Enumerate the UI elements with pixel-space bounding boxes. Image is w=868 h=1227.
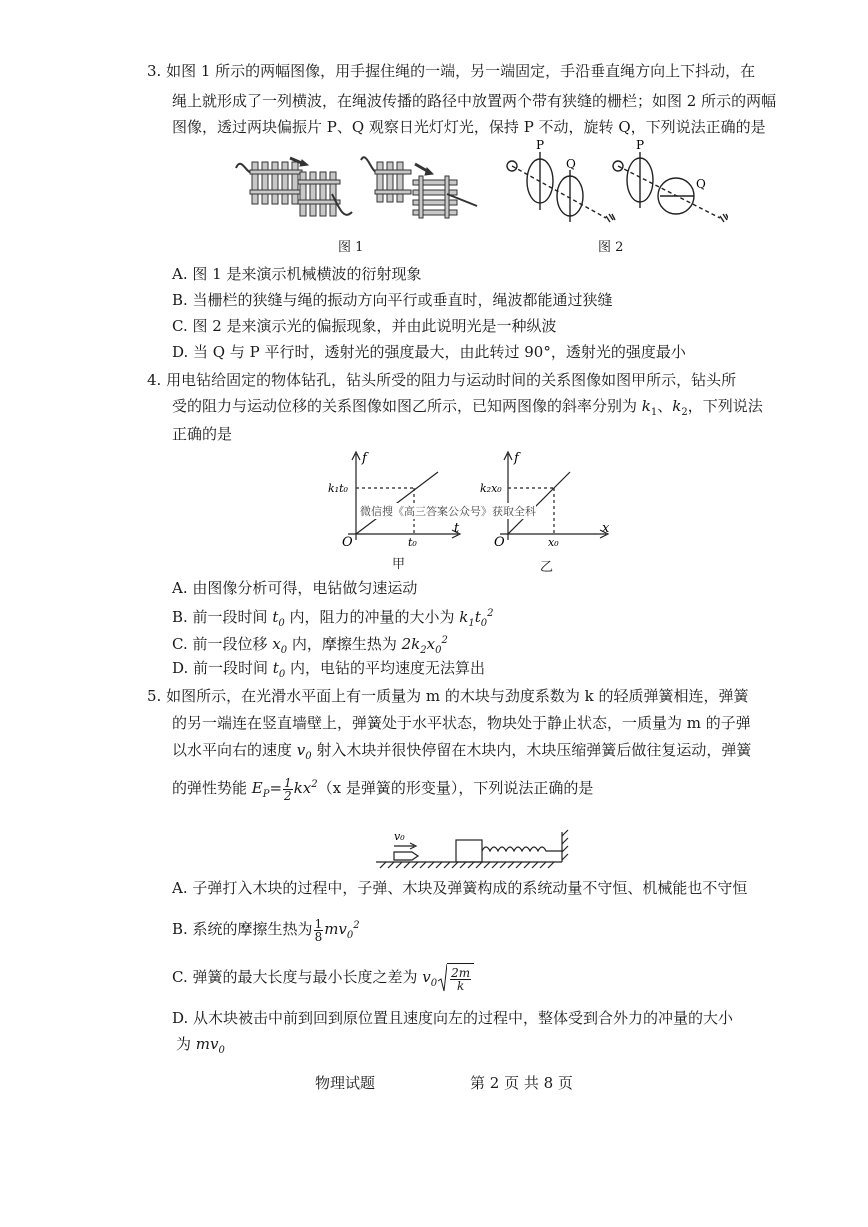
q5-option-d-line-1: D. 从木块被击中前到回到原位置且速度向左的过程中，整体受到合外力的冲量的大小 <box>172 1009 734 1027</box>
q4-graph-b-caption: 乙 <box>540 560 554 575</box>
formula-k1t0sq: $k_1t_0^2$ <box>459 608 494 629</box>
graph-a-y-value: k₁t₀ <box>328 482 348 495</box>
q5-option-b-text: B. 系统的摩擦生热为 <box>172 920 313 938</box>
q5-option-c <box>172 962 474 999</box>
graph-b-x-label: x <box>602 521 610 536</box>
v0-symbol: $v_0$ <box>296 741 312 762</box>
q5-line-3-end: 射入木块并很快停留在木块内，木块压缩弹簧后做往复运动，弹簧 <box>311 741 752 759</box>
q4-option-b <box>172 604 494 634</box>
q4-graph-b <box>478 448 618 548</box>
q5-option-d-line-2-text: 为 <box>176 1035 196 1053</box>
q5-line-3 <box>172 740 751 767</box>
q3-line-3: 图像，透过两块偏振片 P、Q 观察日光灯灯光，保持 P 不动，旋转 Q，下列说法正确的是 <box>172 118 766 136</box>
q4-option-c-mid: 内，摩擦生热为 <box>287 635 402 653</box>
watermark: 微信搜《高三答案公众号》获取全科 <box>360 505 536 518</box>
q5-spring-figure <box>372 826 572 872</box>
q4-line-3: 正确的是 <box>172 425 233 443</box>
k-separator: 、 <box>657 397 673 415</box>
q5-line-1: 5. 如图所示，在光滑水平面上有一质量为 m 的木块与劲度系数为 k 的轻质弹簧相连，弹簧 <box>147 687 749 705</box>
q3-label-p-left: P <box>536 138 545 152</box>
q3-option-d: D. 当 Q 与 P 平行时，透射光的强度最大，由此转过 90°，透射光的强度最小 <box>172 343 686 361</box>
footer-subject: 物理试题 <box>315 1074 376 1092</box>
q3-figure-2-caption: 图 2 <box>598 240 624 255</box>
q3-option-c: C. 图 2 是来演示光的偏振现象，并由此说明光是一种纵波 <box>172 317 557 335</box>
k2-symbol: k <box>672 397 682 415</box>
q5-line-4-text: 的弹性势能 <box>172 779 252 797</box>
graph-a-y-label: f <box>362 451 367 466</box>
q4-line-1: 4. 用电钻给固定的物体钻孔，钻头所受的阻力与运动时间的关系图像如图甲所示，钻头所 <box>147 371 737 389</box>
q3-label-q-right: Q <box>696 177 706 191</box>
t0-symbol-d: $t_0$ <box>272 659 286 680</box>
q4-line-2-end: ，下列说法 <box>687 397 763 415</box>
q5-line-4-end: （x 是弹簧的形变量），下列说法正确的是 <box>317 779 594 797</box>
graph-b-x-value: x₀ <box>548 536 559 548</box>
q4-line-2 <box>172 396 763 423</box>
graph-b-origin: O <box>494 535 505 548</box>
graph-b-y-label: f <box>514 451 519 466</box>
q4-option-a: A. 由图像分析可得，电钻做匀速运动 <box>172 579 418 597</box>
q4-option-c <box>172 631 448 661</box>
q3-option-b: B. 当栅栏的狭缝与绳的振动方向平行或垂直时，绳波都能通过狭缝 <box>172 291 613 309</box>
q3-figure-2 <box>498 138 728 230</box>
q3-line-1: 3. 如图 1 所示的两幅图像，用手握住绳的一端，另一端固定，手沿垂直绳方向上下抖动，在 <box>147 62 756 80</box>
graph-a-x-value: t₀ <box>408 536 417 548</box>
q5-option-a: A. 子弹打入木块的过程中，子弹、木块及弹簧构成的系统动量不守恒、机械能也不守恒 <box>172 879 748 897</box>
q4-option-b-text: B. 前一段时间 <box>172 608 273 626</box>
formula-2k2x0sq: $2k_2x_0^2$ <box>401 635 448 656</box>
q4-option-c-text: C. 前一段位移 <box>172 635 273 653</box>
graph-b-y-value: k₂x₀ <box>480 482 502 495</box>
footer-page-number: 第 2 页 共 8 页 <box>470 1074 573 1092</box>
t0-symbol: $t_0$ <box>272 608 285 629</box>
q4-option-d <box>172 658 485 685</box>
q4-graph-a <box>326 448 476 548</box>
q5-option-b: B. 系统的摩擦生热为 $\frac{1}{8}$ $mv_0^2$ <box>172 916 360 944</box>
q4-graph-a-caption: 甲 <box>392 557 406 572</box>
graph-a-origin: O <box>342 535 353 548</box>
x0-symbol: $x_0$ <box>272 635 288 656</box>
q5-line-4 <box>172 772 593 808</box>
q3-figure-1-caption: 图 1 <box>338 240 364 255</box>
formula-mv0: $mv_0$ <box>195 1035 225 1056</box>
formula-mv0sq: $mv_0^2$ <box>324 920 360 941</box>
k1-symbol: k <box>641 397 651 415</box>
k2-subscript: 2 <box>681 407 688 418</box>
q5-line-2: 的另一端连在竖直墙壁上，弹簧处于水平状态，物块处于静止状态，一质量为 m 的子弹 <box>172 714 751 732</box>
graph-a-x-label: t <box>454 521 460 536</box>
q4-option-d-end: 内，电钻的平均速度无法算出 <box>285 659 485 677</box>
q3-line-2: 绳上就形成了一列横波，在绳波传播的路径中放置两个带有狭缝的栅栏；如图 2 所示的两幅 <box>172 92 777 110</box>
q4-line-2-text: 受的阻力与运动位移的关系图像如图乙所示，已知两图像的斜率分别为 <box>172 397 642 415</box>
q5-option-d-line-2 <box>176 1034 225 1061</box>
q3-option-a: A. 图 1 是来演示机械横波的衍射现象 <box>172 265 422 283</box>
q4-option-b-mid: 内，阻力的冲量的大小为 <box>284 608 460 626</box>
q4-option-d-text: D. 前一段时间 <box>172 659 273 677</box>
q3-figure-1 <box>232 150 482 222</box>
q3-label-p-right: P <box>636 138 645 152</box>
k1-subscript: 1 <box>650 407 658 418</box>
sqrt-2m-over-k: $\frac{2m}{k}$ <box>437 963 474 994</box>
q5-option-c-text: C. 弹簧的最大长度与最小长度之差为 <box>172 968 423 986</box>
ep-formula: $E_P=$ $\frac{1}{2}$ $kx^2$ <box>251 775 318 803</box>
q3-label-q-left: Q <box>566 157 576 171</box>
q5-line-3-text: 以水平向右的速度 <box>172 741 297 759</box>
q5-fig-v0-label: v₀ <box>394 830 405 843</box>
v0-symbol-c: $v_0$ <box>422 968 438 989</box>
